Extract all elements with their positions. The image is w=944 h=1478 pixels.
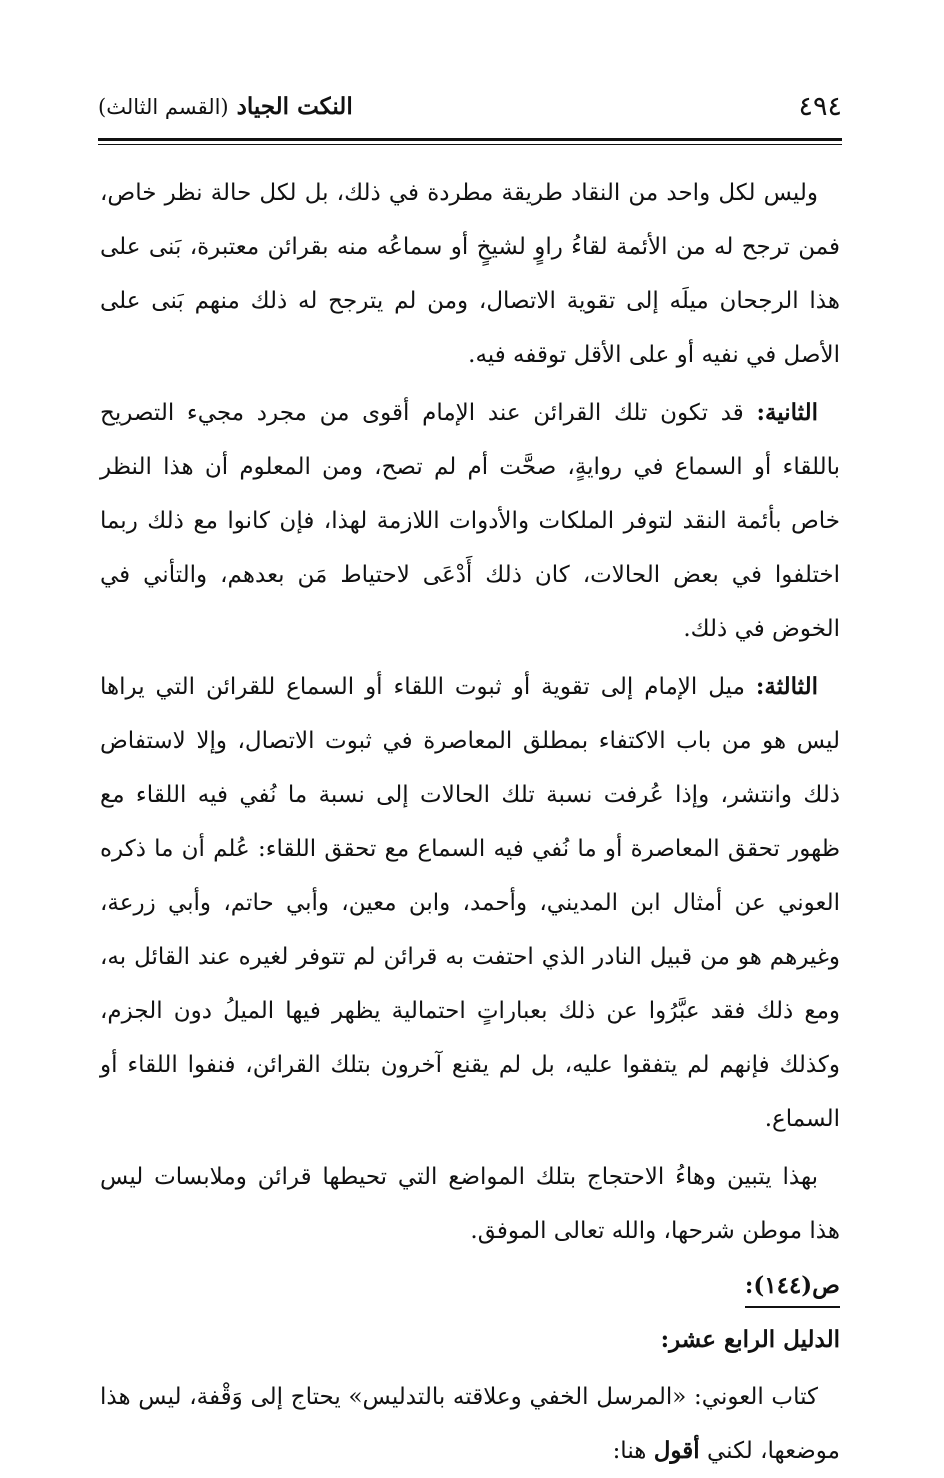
closing-text-after: هنا: bbox=[612, 1438, 654, 1464]
book-part: (القسم الثالث) bbox=[98, 94, 229, 119]
page-header bbox=[98, 84, 842, 128]
page-reference-line bbox=[100, 1258, 840, 1314]
header-rule-thick bbox=[98, 138, 842, 141]
page-number: ٤٩٤ bbox=[798, 90, 842, 122]
section-heading: الدليل الرابع عشر: bbox=[660, 1326, 840, 1353]
paragraph-1: وليس لكل واحد من النقاد طريقة مطردة في ذلك، بل لكل حالة نظر خاص، فمن ترجح له من الأئمة لقاءُ راوٍ لشيخٍ أو سماعُه منه بقرائن معتبرة، بَنى على هذا الرجحان ميلَه إلى تقوية الاتصال، ومن لم يترجح له ذلك منهم بَنى على الأصل في نفيه أو على الأقل توقفه فيه. bbox=[100, 180, 840, 368]
paragraph-3 bbox=[100, 660, 840, 1146]
closing-paragraph bbox=[100, 1370, 840, 1478]
page-body bbox=[100, 166, 840, 1478]
header-rule-thin bbox=[98, 144, 842, 145]
paragraph-2 bbox=[100, 386, 840, 656]
paragraph-3-text: ميل الإمام إلى تقوية أو ثبوت اللقاء أو السماع للقرائن التي يراها ليس هو من باب الاكتفاء بمطلق المعاصرة في ثبوت الاتصال، وإلا لاستفاض ذلك وانتشر، وإذا عُرفت نسبة تلك الحالات إلى نسبة ما نُفي فيه اللقاء مع ظهور تحقق المعاصرة أو ما نُفي فيه السماع مع تحقق اللقاء: عُلم أن ما ذكره العوني عن أمثال ابن المديني، وأحمد، وابن معين، وأبي حاتم، وأبي زرعة، وغيرهم هو من قبيل النادر الذي احتفت به قرائن لم تتوفر لغيره عند القائل به، ومع ذلك فقد عبَّرُوا عن ذلك بعباراتٍ احتمالية يظهر فيها الميلُ دون الجزم، وكذلك فإنهم لم يتفقوا عليه، بل لم يقنع آخرون بتلك القرائن، فنفوا اللقاء أو السماع. bbox=[100, 674, 840, 1132]
running-title bbox=[98, 93, 353, 120]
book-title: النكت الجياد bbox=[236, 92, 353, 120]
paragraph-3-lead: الثالثة: bbox=[755, 673, 818, 700]
paragraph-2-text: قد تكون تلك القرائن عند الإمام أقوى من مجرد مجيء التصريح باللقاء أو السماع في روايةٍ، صحَّت أم لم تصح، ومن المعلوم أن هذا النظر خاص بأئمة النقد لتوفر الملكات والأدوات اللازمة لهذا، فإن كانوا مع ذلك ربما اختلفوا في بعض الحالات، كان ذلك أَدْعَى لاحتياط مَن بعدهم، والتأني في الخوض في ذلك. bbox=[100, 400, 840, 642]
closing-bold-word: أقول bbox=[653, 1437, 700, 1464]
page-reference: ص(١٤٤): bbox=[745, 1266, 840, 1308]
paragraph-4: بهذا يتبين وهاءُ الاحتجاج بتلك المواضع التي تحيطها قرائن وملابسات ليس هذا موطن شرحها، والله تعالى الموفق. bbox=[100, 1164, 840, 1244]
paragraph-2-lead: الثانية: bbox=[756, 399, 818, 426]
closing-text-before: كتاب العوني: «المرسل الخفي وعلاقته بالتدليس» يحتاج إلى وَقْفة، ليس هذا موضعها، لكني bbox=[100, 1384, 840, 1464]
